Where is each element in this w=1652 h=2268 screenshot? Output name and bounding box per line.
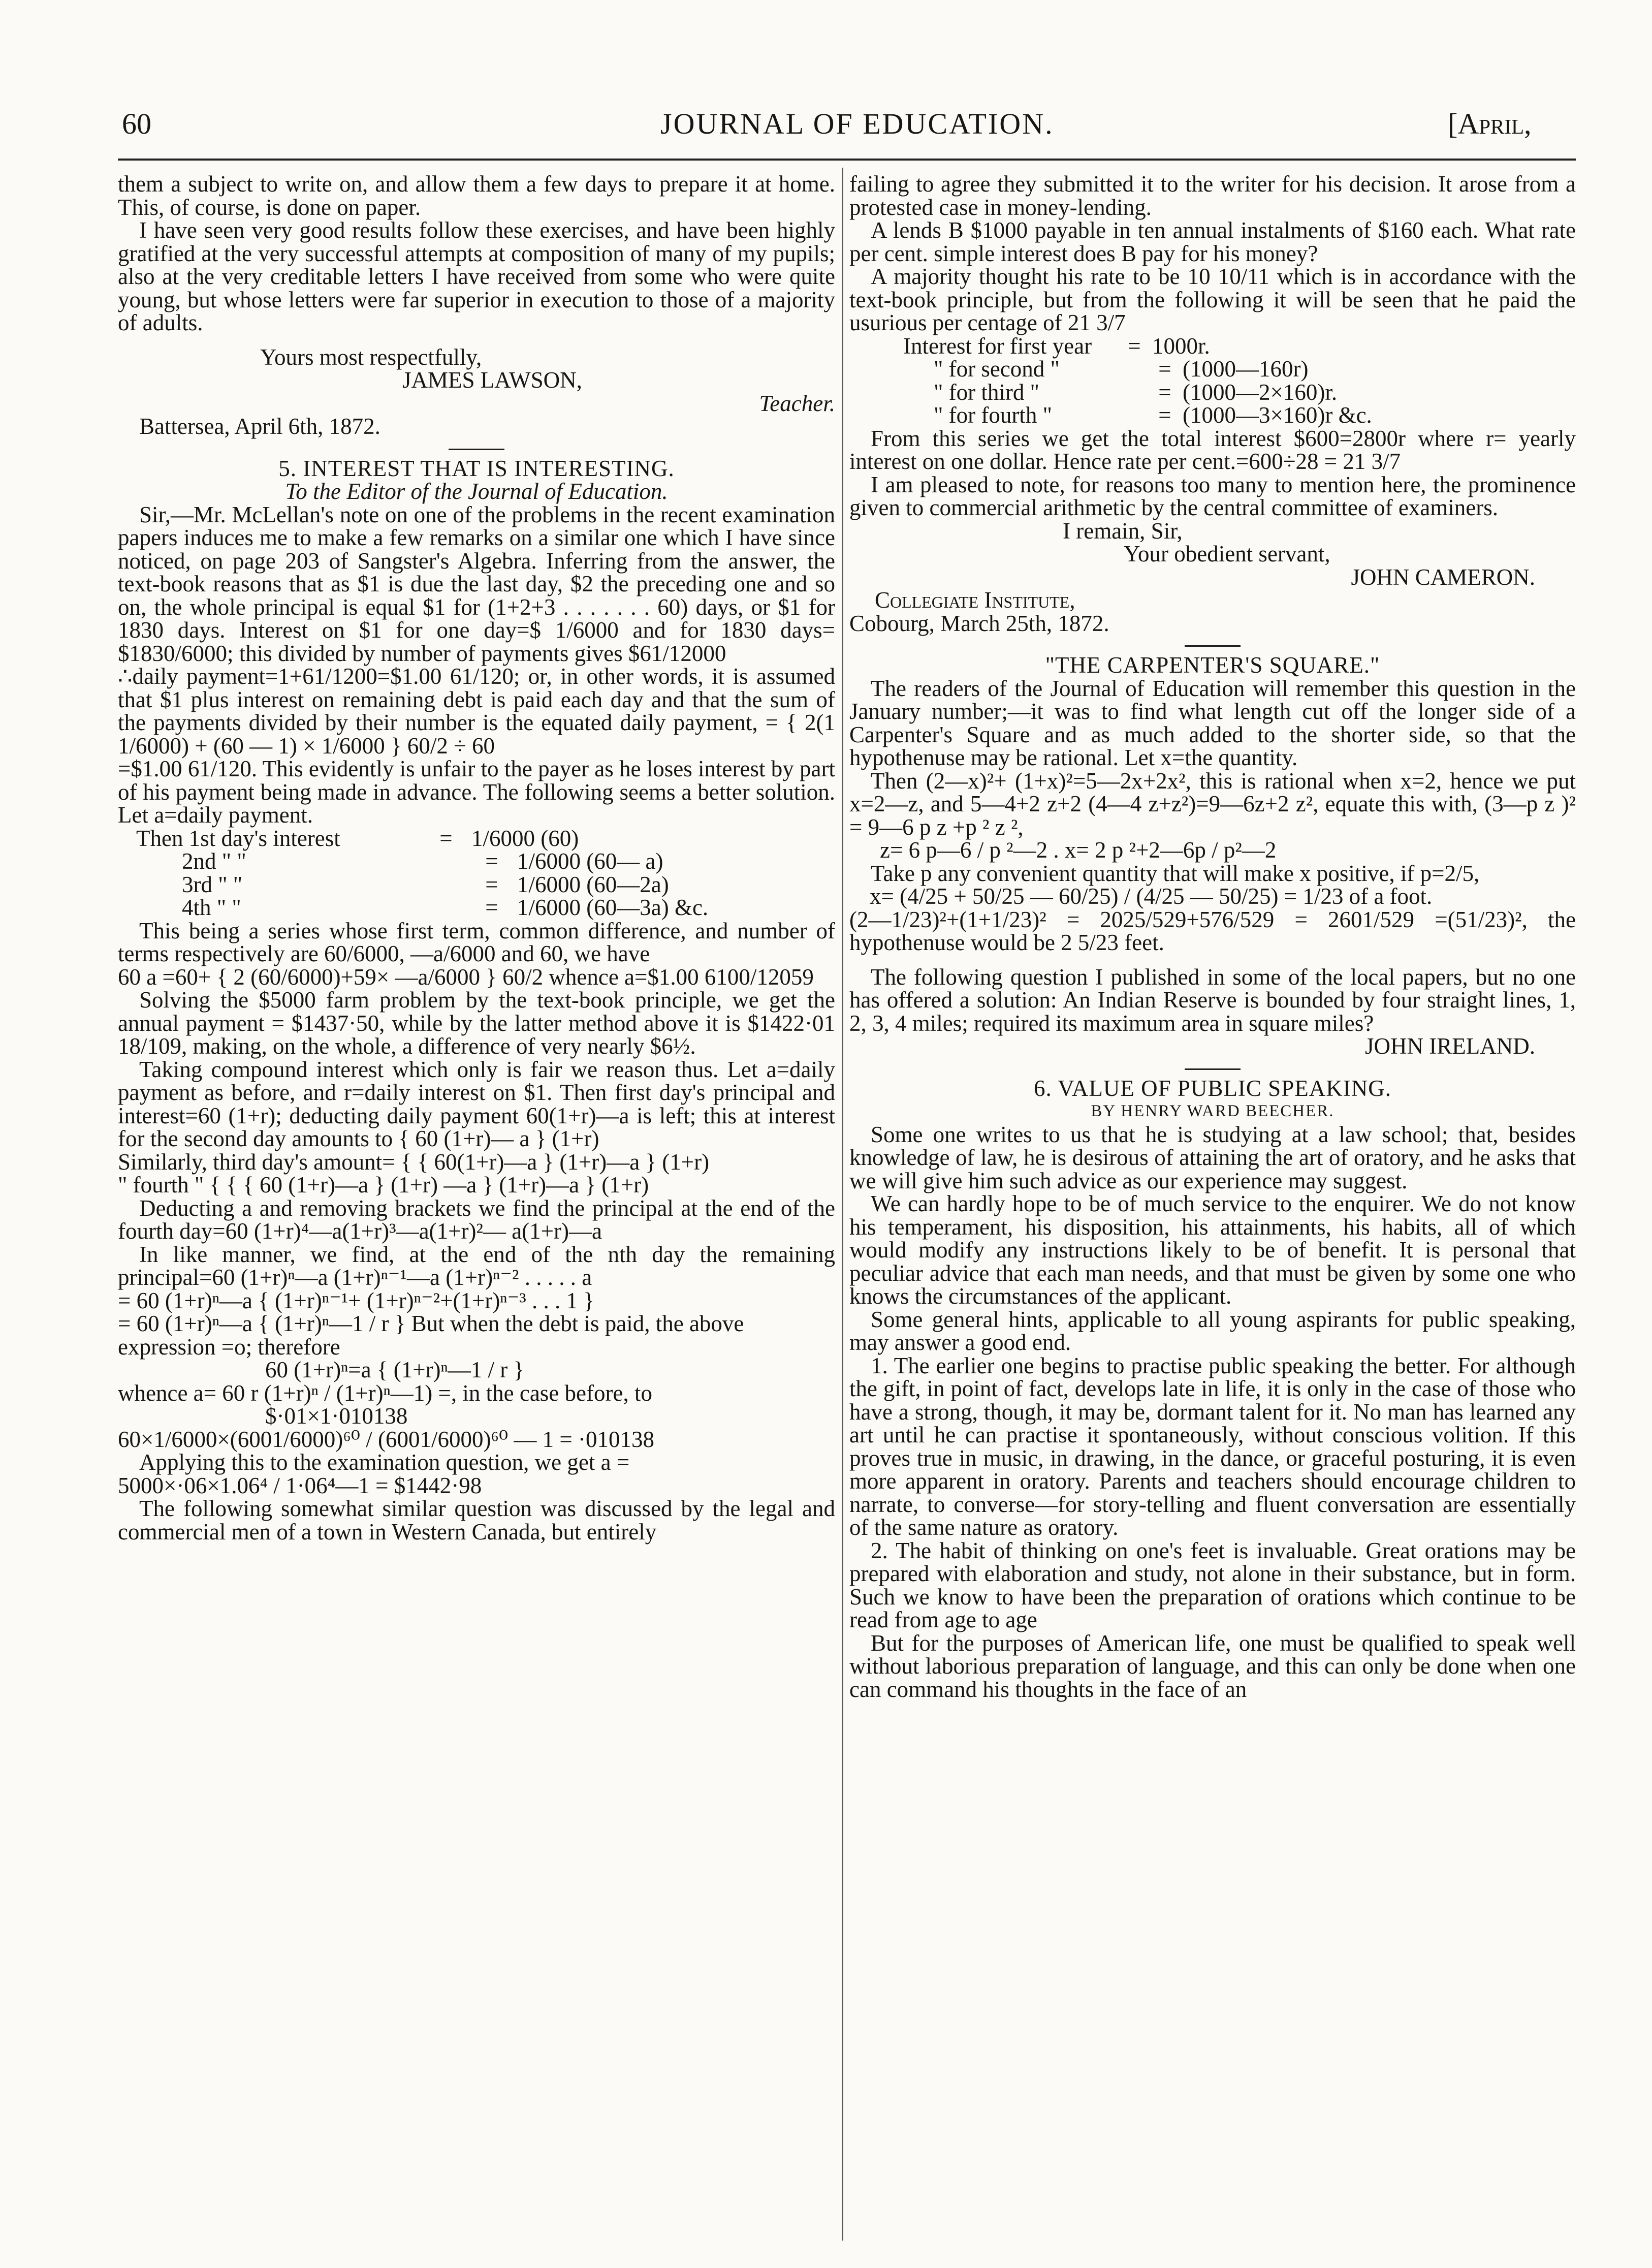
section-rule (1185, 645, 1241, 647)
equation: z= 6 p—6 / p ²—2 . x= 2 p ²+2—6p / p²—2 (880, 837, 1277, 863)
equation: = 60 (1+r)ⁿ—a { (1+r)ⁿ⁻¹+ (1+r)ⁿ⁻²+(1+r)ⁿ⁻³ . . . 1 } (118, 1287, 594, 1313)
page-number: 60 (122, 107, 151, 140)
article-title: 6. VALUE OF PUBLIC SPEAKING. (1034, 1075, 1391, 1101)
column-divider (842, 168, 843, 2241)
article-title: "THE CARPENTER'S SQUARE." (1045, 652, 1380, 678)
paragraph: The following somewhat similar question was discussed by the legal and commercial men of a town in Western Canada, but entirely (118, 1496, 835, 1545)
paragraph: The following question I published in some of the local papers, but no one has offered a solution: An Indian Reserve is bounded by four straight lines, 1, 2, 3, 4 miles; required its maximum area in square miles? (849, 964, 1576, 1036)
paragraph: From this series we get the total interest $600=2800r where r= yearly interest on one dollar. Hence rate per cent.=600÷28 = 21 3/7 (849, 425, 1576, 474)
paragraph: Applying this to the examination question, we get a = (139, 1450, 630, 1475)
paragraph: Some one writes to us that he is studying at a law school; that, besides knowledge of law, he is desirous of attaining the art of oratory, and he asks that we will give him such advice as our experience may suggest. (849, 1121, 1576, 1193)
paragraph: But for the purposes of American life, one must be qualified to speak well without laborious preparation of language, and this can only be done when one can command his thoughts in the face of an (849, 1630, 1576, 1702)
equation: 60×1/6000×(6001/6000)⁶⁰ / (6001/6000)⁶⁰ — 1 = ·010138 (118, 1426, 655, 1452)
section-rule (449, 449, 504, 450)
section-rule (1185, 1068, 1241, 1070)
paragraph: Sir,—Mr. McLellan's note on one of the problems in the recent examination papers induces me to make a few remarks on a similar one which I have since noticed, on page 203 of Sangster's Algebra. Inferring from the answer, the text-book reasons that as $1 is due the last day, $2 the preceding one and so on, the whole principal is equal $1 for (1+2+3 . . . . . . . 60) days, or $1 for 1830 days. Interest on $1 for one day=$ 1/6000 and for 1830 days= $1830/6000; this divided by number of payments gives $61/12000 (118, 501, 835, 666)
paragraph: Then (2—x)²+ (1+x)²=5—2x+2x², this is rational when x=2, hence we put x=2—z, and 5—4+2 z+2 (4—4 z+z²)=9—6z+2 z², equate this with, (3—p z )² = 9—6 p z +p ² z ², (849, 768, 1576, 840)
paragraph: This being a series whose first term, common difference, and number of terms respectively are 60/6000, —a/6000 and 60, we have (118, 918, 835, 966)
paragraph: I am pleased to note, for reasons too many to mention here, the prominence given to commercial arithmetic by the central committee of examiners. (849, 471, 1576, 520)
paragraph: A majority thought his rate to be 10 10/11 which is in accordance with the text-book principle, but from the following it will be seen that he paid the usurious per centage of 21 3/7 (849, 264, 1576, 335)
equation: Similarly, third day's amount= { { 60(1+r)—a } (1+r)—a } (1+r) (118, 1149, 710, 1175)
paragraph: failing to agree they submitted it to the writer for his decision. It arose from a protested case in money-lending. (849, 173, 1576, 220)
paragraph: =$1.00 61/120. This evidently is unfair to the payer as he loses interest by part of his payment being made in advance. The following seems a better solution. Let a=daily payment. (118, 756, 835, 828)
table-row: Then 1st day's interest = 1/6000 (60) (136, 825, 579, 851)
equation: expression =o; therefore (118, 1334, 340, 1360)
paragraph: Solving the $5000 farm problem by the text-book principle, we get the annual payment = $1437·50, while by the latter method above it is $1422·01 18/109, making, on the whole, a difference of very nearly $6½. (118, 987, 835, 1059)
equation: 60 a =60+ { 2 (60/6000)+59× —a/6000 } 60/2 whence a=$1.00 6100/12059 (118, 964, 814, 990)
header-rule (118, 159, 1576, 161)
letter-place-date: Battersea, April 6th, 1872. (139, 414, 380, 439)
equation: (2—1/23)²+(1+1/23)² = 2025/529+576/529 = 2601/529 =(51/23)², the hypothenuse would be 2 5/23 feet. (849, 906, 1576, 955)
article-title: 5. INTEREST THAT IS INTERESTING. (278, 455, 675, 481)
letter-closing: Yours most respectfully, (260, 344, 482, 370)
equation: " fourth " { { { 60 (1+r)—a } (1+r) —a } (1+r)—a } (1+r) (118, 1172, 649, 1198)
running-title: JOURNAL OF EDUCATION. (660, 107, 1054, 140)
equation: 60 (1+r)ⁿ=a { (1+r)ⁿ—1 / r } (265, 1357, 525, 1382)
paragraph: Taking compound interest which only is fair we reason thus. Let a=daily payment as before, and r=daily interest on $1. Then first day's principal and interest=60 (1+r); deducting daily payment 60(1+r)—a is left; this at interest for the second day amounts to { 60 (1+r)— a } (1+r) (118, 1056, 835, 1151)
paragraph: A lends B $1000 payable in ten annual instalments of $160 each. What rate per cent. simple interest does B pay for his money? (849, 217, 1576, 266)
letter-signer: JOHN CAMERON. (1351, 564, 1535, 590)
equation: = 60 (1+r)ⁿ—a { (1+r)ⁿ—1 / r } But when the debt is paid, the above (118, 1311, 744, 1336)
running-month: [April, (1448, 107, 1532, 140)
equation: $·01×1·010138 (265, 1403, 408, 1429)
instalment-table (868, 335, 1576, 427)
paragraph: ∴daily payment=1+61/1200=$1.00 61/120; or, in other words, it is assumed that $1 plus interest on remaining debt is paid each day and that the sum of the payments divided by their number is the equated daily payment, = { 2(1 1/6000) + (60 — 1) × 1/6000 } 60/2 ÷ 60 (118, 664, 835, 759)
letter-closing: I remain, Sir, (1063, 518, 1183, 544)
table-row: 4th " " = 1/6000 (60—3a) &c. (182, 895, 709, 920)
table-row: " for second " = (1000—160r) (934, 356, 1309, 382)
table-row: " for third " = (1000—2×160)r. (934, 379, 1338, 405)
table-row: " for fourth " = (1000—3×160)r &c. (934, 402, 1372, 428)
right-column (849, 173, 1576, 2241)
interest-table (136, 827, 835, 920)
letter-institution: Collegiate Institute, (875, 587, 1075, 613)
paragraph: Take p any convenient quantity that will make x positive, if p=2/5, (871, 860, 1480, 886)
paragraph: 1. The earlier one begins to practise public speaking the better. For although the gift, in point of fact, develops late in life, it is only in the case of those who have a strong, though, it may be, dormant talent for it. No man has learned any art until he can practise it spontaneously, without conscious volition. If this proves true in music, in drawing, in the dance, or graceful posturing, it is even more apparent in oratory. Parents and teachers should encourage children to narrate, to converse—for story-telling and fluent conversation are essentially of the same nature as oratory. (849, 1352, 1576, 1540)
letter-signer: JOHN IRELAND. (1365, 1033, 1535, 1059)
letter-signer: JAMES LAWSON, (402, 367, 582, 393)
paragraph: them a subject to write on, and allow them a few days to prepare it at home. This, of course, is done on paper. (118, 173, 835, 220)
paragraph: We can hardly hope to be of much service to the enquirer. We do not know his temperament, his disposition, his attainments, his habits, all of which would modify any instructions likely to be of benefit. It is personal that peculiar advice that each man needs, and that must be given by some one who knows the circumstances of the applicant. (849, 1191, 1576, 1309)
letter-closing: Your obedient servant, (1124, 541, 1330, 566)
equation: x= (4/25 + 50/25 — 60/25) / (4/25 — 50/25) = 1/23 of a foot. (870, 884, 1433, 909)
letter-place-date: Cobourg, March 25th, 1872. (849, 610, 1109, 636)
equation: whence a= 60 r (1+r)ⁿ / (1+r)ⁿ—1) =, in the case before, to (118, 1380, 652, 1406)
article-byline: BY HENRY WARD BEECHER. (1091, 1102, 1335, 1120)
left-column (118, 173, 835, 2241)
equation: 5000×·06×1.06⁴ / 1·06⁴—1 = $1442·98 (118, 1472, 482, 1498)
paragraph: I have seen very good results follow these exercises, and have been highly gratified at the very successful attempts at composition of many of my pupils; also at the very creditable letters I have received from some who were quite young, but whose letters were far superior in execution to those of a majority of adults. (118, 217, 835, 335)
letter-signer-title: Teacher. (759, 390, 835, 416)
paragraph: The readers of the Journal of Education will remember this question in the January number;—it was to find what length cut off the longer side of a Carpenter's Square and as much added to the shorter side, so that the hypothenuse may be rational. Let x=the quantity. (849, 675, 1576, 770)
paragraph: Deducting a and removing brackets we find the principal at the end of the fourth day=60 (1+r)⁴—a(1+r)³—a(1+r)²— a(1+r)—a (118, 1195, 835, 1244)
table-row: 3rd " " = 1/6000 (60—2a) (182, 871, 669, 897)
article-subtitle: To the Editor of the Journal of Education. (285, 479, 668, 504)
table-row: Interest for first year = 1000r. (903, 333, 1210, 359)
paragraph: Some general hints, applicable to all young aspirants for public speaking, may answer a good end. (849, 1306, 1576, 1355)
table-row: 2nd " " = 1/6000 (60— a) (182, 848, 663, 874)
paragraph: 2. The habit of thinking on one's feet is invaluable. Great orations may be prepared with elaboration and study, not alone in their substance, but in form. Such we know to have been the preparation of orations which continue to be read from age to age (849, 1537, 1576, 1632)
paragraph: In like manner, we find, at the end of the nth day the remaining principal=60 (1+r)ⁿ—a (1+r)ⁿ⁻¹—a (1+r)ⁿ⁻² . . . . . a (118, 1241, 835, 1290)
